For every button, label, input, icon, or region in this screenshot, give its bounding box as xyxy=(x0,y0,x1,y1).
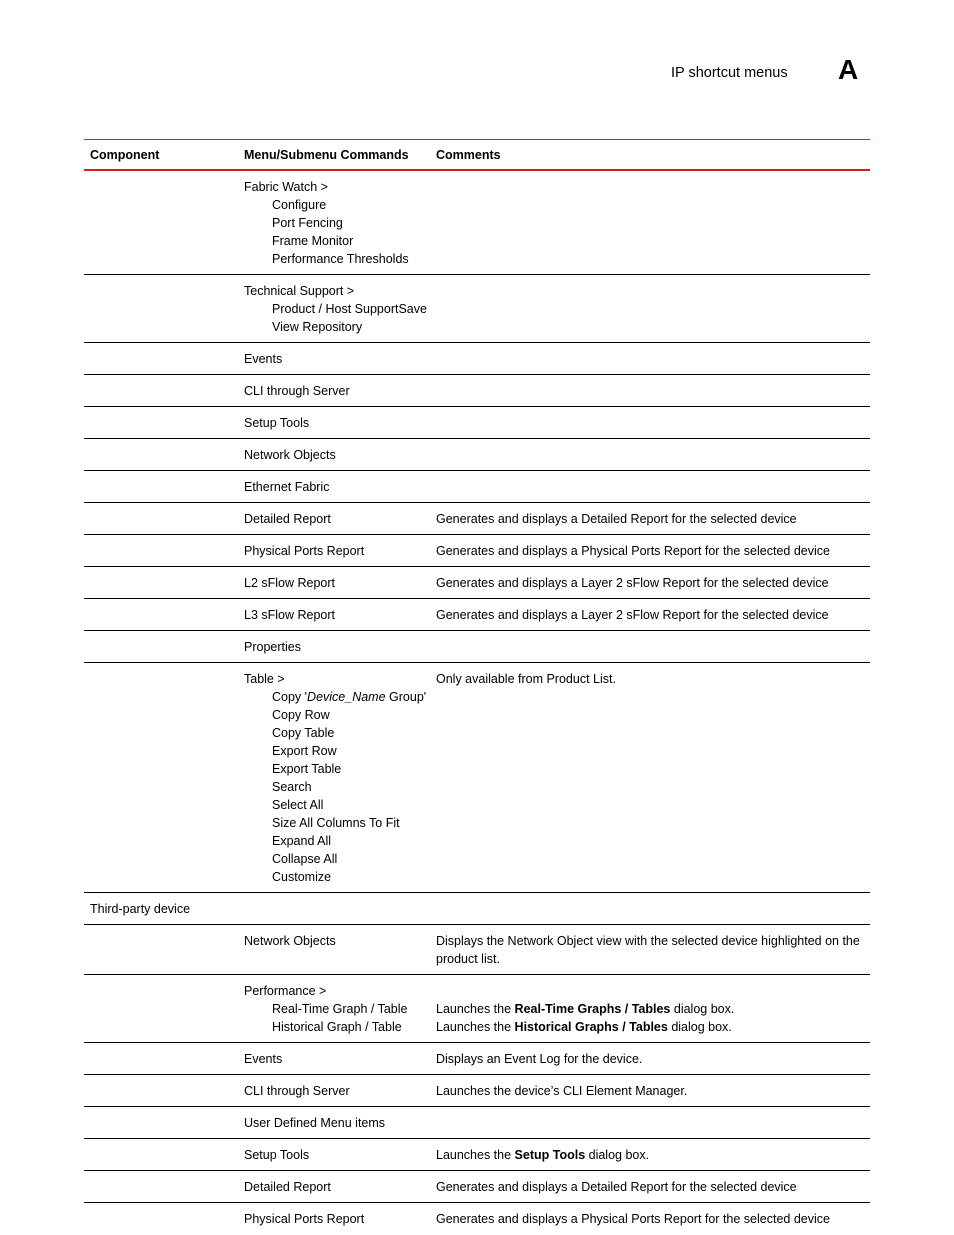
comment-cell xyxy=(435,446,870,464)
command-cell: Setup Tools xyxy=(244,416,310,430)
submenu-item: Real-Time Graph / Table xyxy=(272,1002,408,1016)
page-header xyxy=(0,0,954,100)
comment-cell xyxy=(435,178,870,268)
command-cell: Events xyxy=(244,352,283,366)
comment-cell xyxy=(435,638,870,656)
dialog-name: Real-Time Graphs / Tables xyxy=(514,1002,671,1016)
component-cell xyxy=(84,1178,239,1196)
table-row xyxy=(84,407,870,439)
component-cell xyxy=(84,1146,239,1164)
table-row xyxy=(84,343,870,375)
submenu-item: Size All Columns To Fit xyxy=(272,816,400,830)
component-cell xyxy=(84,574,239,592)
command-cell: Ethernet Fabric xyxy=(244,480,330,494)
component-cell xyxy=(84,606,239,624)
comment-cell: Generates and displays a Physical Ports Report for the selected device xyxy=(436,1212,830,1226)
submenu-item: Product / Host SupportSave xyxy=(272,302,427,316)
component-cell xyxy=(84,932,239,968)
column-header-commands: Menu/Submenu Commands xyxy=(244,147,409,162)
component-cell xyxy=(84,178,239,268)
command-cell: L3 sFlow Report xyxy=(244,608,336,622)
comment-cell: Displays the Network Object view with the selected device highlighted on the product list. xyxy=(436,934,860,966)
comment-text: Launches the xyxy=(436,1002,515,1016)
column-header-component: Component xyxy=(90,147,160,162)
command-cell: User Defined Menu items xyxy=(244,1116,386,1130)
section-row xyxy=(84,893,870,925)
comment-text: dialog box. xyxy=(670,1002,735,1016)
table-row xyxy=(84,471,870,503)
command-cell: Physical Ports Report xyxy=(244,544,365,558)
command-label: Fabric Watch > xyxy=(244,180,328,194)
comment-text: dialog box. xyxy=(585,1148,650,1162)
comment-cell: Launches the device’s CLI Element Manager. xyxy=(436,1084,688,1098)
command-cell: Detailed Report xyxy=(244,512,331,526)
running-title: IP shortcut menus xyxy=(671,65,788,81)
command-cell: Setup Tools xyxy=(244,1148,310,1162)
submenu-item: Performance Thresholds xyxy=(272,252,409,266)
comment-text: dialog box. xyxy=(667,1020,732,1034)
comment-cell: Generates and displays a Detailed Report for the selected device xyxy=(436,512,797,526)
comment-cell xyxy=(435,900,870,918)
column-header-comments: Comments xyxy=(436,147,501,162)
submenu-item: Collapse All xyxy=(272,852,338,866)
comment-cell xyxy=(435,478,870,496)
command-cell xyxy=(239,178,435,268)
submenu-item: View Repository xyxy=(272,320,363,334)
comment-line xyxy=(436,1018,870,1036)
table-row xyxy=(84,975,870,1043)
comment-cell xyxy=(435,982,870,1036)
command-cell: Properties xyxy=(244,640,301,654)
submenu-item: Export Table xyxy=(272,762,342,776)
table-row xyxy=(84,171,870,275)
submenu-item: Customize xyxy=(272,870,332,884)
command-label: Table > xyxy=(244,672,285,686)
command-cell: Events xyxy=(244,1052,283,1066)
table-row xyxy=(84,275,870,343)
table-row xyxy=(84,599,870,631)
comment-cell: Generates and displays a Physical Ports Report for the selected device xyxy=(436,544,830,558)
command-cell xyxy=(239,670,435,886)
comment-text: Launches the xyxy=(436,1148,515,1162)
shortcut-menu-table xyxy=(84,139,870,1234)
component-cell xyxy=(84,510,239,528)
comment-cell xyxy=(435,1114,870,1132)
comment-cell: Only available from Product List. xyxy=(436,672,616,686)
comment-cell xyxy=(435,414,870,432)
dialog-name: Setup Tools xyxy=(514,1148,586,1162)
submenu-item: Export Row xyxy=(272,744,337,758)
comment-cell: Generates and displays a Layer 2 sFlow Report for the selected device xyxy=(436,576,829,590)
command-cell xyxy=(239,282,435,336)
component-cell xyxy=(84,282,239,336)
command-cell: Detailed Report xyxy=(244,1180,331,1194)
component-cell xyxy=(84,638,239,656)
command-label: Performance > xyxy=(244,984,327,998)
submenu-item: Search xyxy=(272,780,312,794)
command-cell: L2 sFlow Report xyxy=(244,576,336,590)
component-cell xyxy=(84,670,239,886)
component-cell xyxy=(84,542,239,560)
table-row xyxy=(84,1203,870,1234)
component-cell xyxy=(84,382,239,400)
component-cell xyxy=(84,1114,239,1132)
command-cell: Network Objects xyxy=(244,448,336,462)
component-cell xyxy=(84,1210,239,1228)
table-row xyxy=(84,925,870,975)
command-cell: CLI through Server xyxy=(244,384,350,398)
comment-line xyxy=(436,1000,870,1018)
component-section-label: Third-party device xyxy=(90,902,191,916)
table-row xyxy=(84,1139,870,1171)
table-row xyxy=(84,439,870,471)
submenu-item: Copy Row xyxy=(272,708,330,722)
table-row xyxy=(84,1171,870,1203)
table-row xyxy=(84,663,870,893)
table-row xyxy=(84,535,870,567)
command-cell: Network Objects xyxy=(244,934,336,948)
comment-cell xyxy=(435,382,870,400)
comment-cell xyxy=(435,282,870,336)
comment-cell: Displays an Event Log for the device. xyxy=(436,1052,643,1066)
command-label: Technical Support > xyxy=(244,284,355,298)
component-cell xyxy=(84,446,239,464)
command-cell xyxy=(239,982,435,1036)
table-row xyxy=(84,1043,870,1075)
table-row xyxy=(84,631,870,663)
table-row xyxy=(84,375,870,407)
comment-cell xyxy=(435,350,870,368)
submenu-item-prefix: Copy ' xyxy=(272,690,308,704)
table-row xyxy=(84,567,870,599)
appendix-letter: A xyxy=(838,54,859,85)
component-cell xyxy=(84,1050,239,1068)
comment-cell: Generates and displays a Layer 2 sFlow Report for the selected device xyxy=(436,608,829,622)
component-cell xyxy=(84,478,239,496)
component-cell xyxy=(84,414,239,432)
submenu-item: Expand All xyxy=(272,834,332,848)
comment-text: Launches the xyxy=(436,1020,515,1034)
table-row xyxy=(84,1075,870,1107)
component-cell xyxy=(84,982,239,1036)
table-row xyxy=(84,503,870,535)
comment-cell: Generates and displays a Detailed Report for the selected device xyxy=(436,1180,797,1194)
submenu-item: Copy Table xyxy=(272,726,335,740)
command-cell: Physical Ports Report xyxy=(244,1212,365,1226)
device-name-placeholder: Device_Name xyxy=(307,690,386,704)
submenu-item: Configure xyxy=(272,198,327,212)
submenu-item: Select All xyxy=(272,798,324,812)
dialog-name: Historical Graphs / Tables xyxy=(514,1020,668,1034)
submenu-item: Frame Monitor xyxy=(272,234,354,248)
submenu-item: Historical Graph / Table xyxy=(272,1020,402,1034)
table-row xyxy=(84,1107,870,1139)
component-cell xyxy=(84,350,239,368)
component-cell xyxy=(84,1082,239,1100)
submenu-item-suffix: Group' xyxy=(385,690,427,704)
spacer xyxy=(436,982,870,1000)
submenu-item: Port Fencing xyxy=(272,216,343,230)
command-cell: CLI through Server xyxy=(244,1084,350,1098)
submenu-item xyxy=(244,688,435,706)
table-header xyxy=(84,139,870,171)
comment-cell xyxy=(435,1146,870,1164)
